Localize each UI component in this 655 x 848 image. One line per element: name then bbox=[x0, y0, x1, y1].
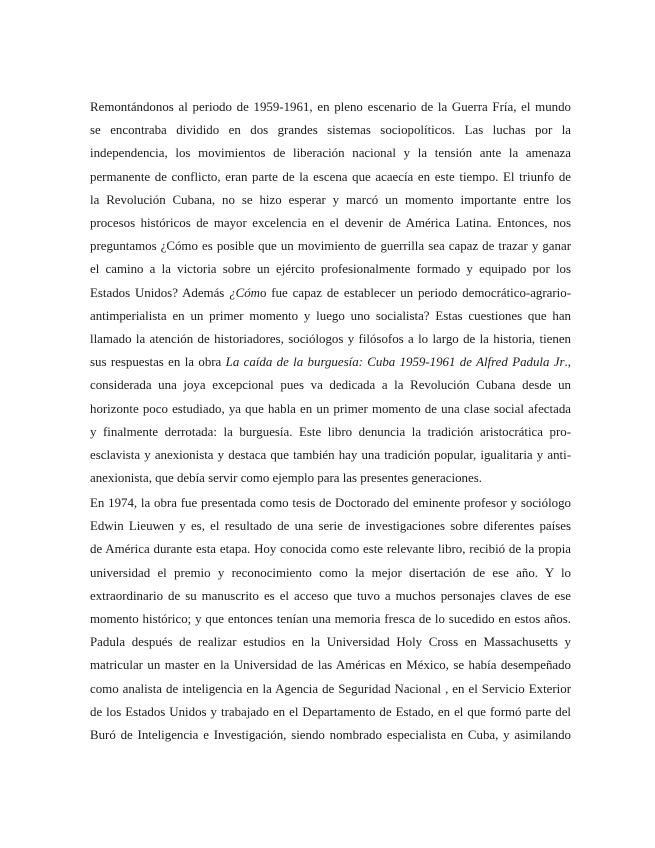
paragraph-line: como analista de inteligencia en la Agencia de Seguridad Nacional , en el Servicio Exterior bbox=[90, 681, 571, 696]
line-text: Estados Unidos? Además bbox=[90, 285, 230, 300]
paragraph-line: procesos históricos de mayor excelencia en el devenir de América Latina. Entonces, nos bbox=[90, 216, 571, 230]
paragraph-line: Edwin Lieuwen y es, el resultado de una serie de investigaciones sobre diferentes países bbox=[90, 519, 571, 534]
paragraph-line: Remontándonos al periodo de 1959-1961, en pleno escenario de la Guerra Fría, el mundo bbox=[90, 100, 571, 114]
italic-text: ¿Cóm bbox=[229, 285, 260, 300]
paragraph-line: permanente de conflicto, eran parte de la escena que acaecía en este tiempo. El triunfo de bbox=[90, 169, 571, 184]
paragraph-line: matricular un master en la Universidad de las Américas en México, se había desempeñado bbox=[90, 658, 571, 673]
paragraph-line: anexionista, que debía servir como ejemplo para las presentes generaciones. bbox=[90, 471, 482, 486]
paragraph-line: llamado la atención de historiadores, sociólogos y filósofos a lo largo de la historia, tienen bbox=[90, 332, 571, 346]
line-text: sus respuestas en la obra bbox=[90, 355, 226, 370]
book-title: La caída de la burguesía: Cuba 1959-1961 de Alfred Padula Jr bbox=[225, 355, 565, 370]
paragraph-line: antimperialista en un primer momento y luego uno socialista? Estas cuestiones que han bbox=[90, 308, 571, 323]
paragraph-line: extraordinario de su manuscrito es el acceso que tuvo a muchos personajes claves de ese bbox=[90, 588, 571, 603]
paragraph-line: considerada una joya excepcional pues va dedicada a la Revolución Cubana desde un bbox=[90, 378, 571, 393]
paragraph-line: preguntamos ¿Cómo es posible que un movimiento de guerrilla sea capaz de trazar y ganar bbox=[90, 239, 571, 254]
paragraph-line: de los Estados Unidos y trabajado en el Departamento de Estado, en el que formó parte del bbox=[90, 704, 571, 719]
paragraph-line: de América durante esta etapa. Hoy conocida como este relevante libro, recibió de la propia bbox=[90, 542, 571, 557]
paragraph-line: universidad el premio y reconocimiento como la mejor disertación de ese año. Y lo bbox=[90, 565, 571, 580]
paragraph-line bbox=[90, 283, 571, 303]
paragraph-line: esclavista y anexionista y destaca que también hay una tradición popular, igualitaria y anti- bbox=[90, 448, 571, 462]
line-text: ., bbox=[564, 355, 571, 370]
paragraph-line: horizonte poco estudiado, ya que habla en un primer momento de una clase social afectada bbox=[90, 401, 571, 416]
paragraph-line: momento histórico; y que entonces tenían una memoria fresca de lo sucedido en estos años. bbox=[90, 612, 571, 626]
line-text: o fue capaz de establecer un periodo democrático-agrario- bbox=[260, 285, 572, 300]
paragraph-line bbox=[90, 352, 571, 372]
paragraph-line: Padula después de realizar estudios en la Universidad Holy Cross en Massachusetts y bbox=[90, 635, 571, 650]
paragraph-line: Buró de Inteligencia e Investigación, siendo nombrado especialista en Cuba, y asimilando bbox=[90, 728, 571, 742]
paragraph-line: En 1974, la obra fue presentada como tesis de Doctorado del eminente profesor y sociólogo bbox=[90, 496, 571, 510]
paragraph-line: se encontraba dividido en dos grandes sistemas sociopolíticos. Las luchas por la bbox=[90, 123, 571, 138]
paragraph-line: y finalmente derrotada: la burguesía. Este libro denuncia la tradición aristocrática pro- bbox=[90, 424, 571, 439]
paragraph-line: independencia, los movimientos de liberación nacional y la tensión ante la amenaza bbox=[90, 146, 571, 161]
paragraph-line: el camino a la victoria sobre un ejército profesionalmente formado y equipado por los bbox=[90, 262, 571, 277]
paragraph-line: la Revolución Cubana, no se hizo esperar y marcó un momento importante entre los bbox=[90, 192, 571, 207]
